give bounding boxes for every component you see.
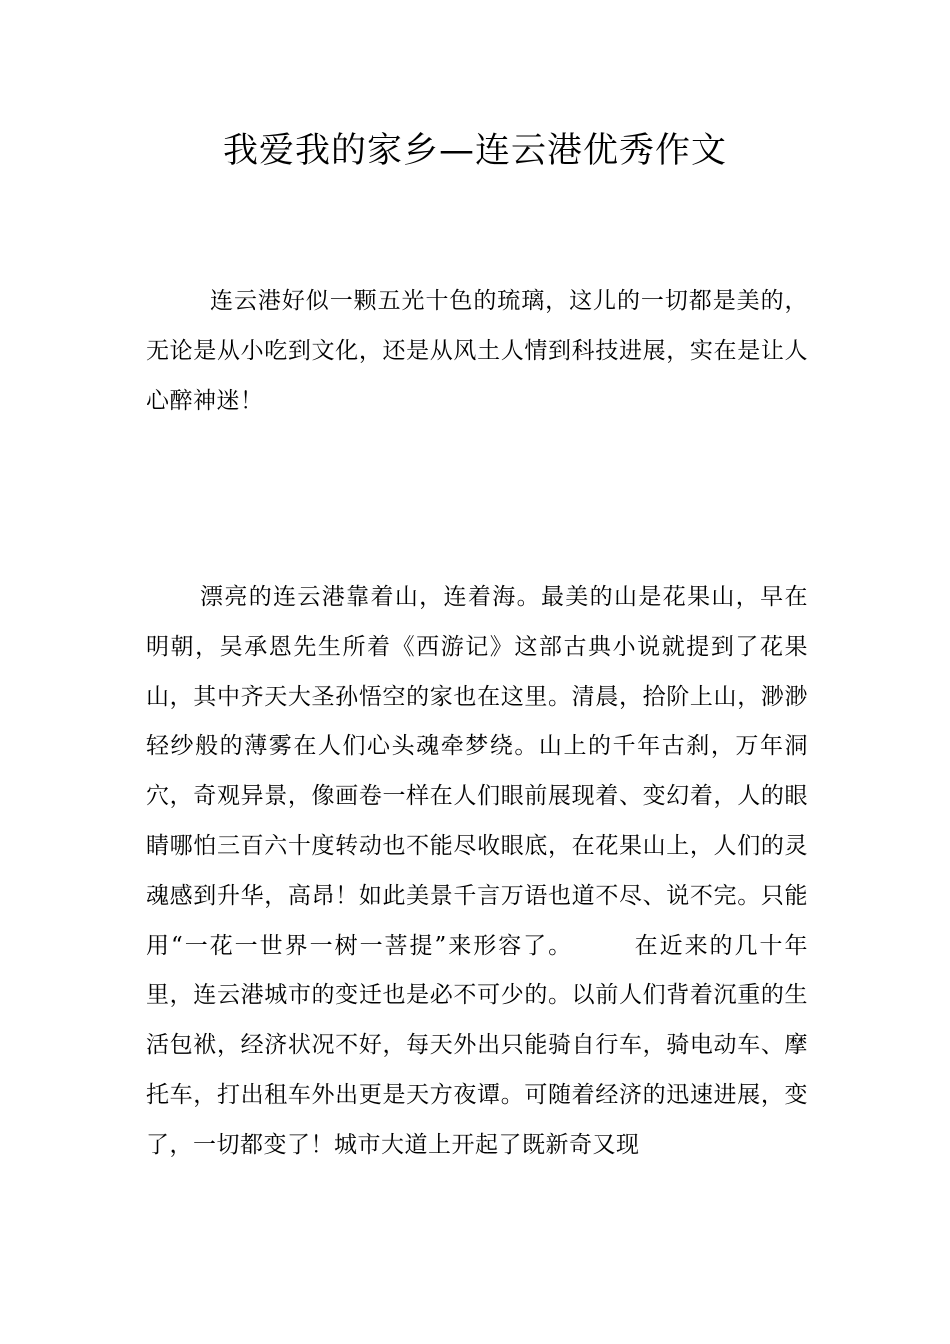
document-title: 我爱我的家乡—连云港优秀作文 — [222, 131, 727, 171]
intro-paragraph: 连云港好似一颗五光十色的琉璃，这儿的一切都是美的，无论是从小吃到文化，还是从风土人情到科技进展，实在是让人心醉神迷！ — [146, 288, 808, 414]
huaguoshan-paragraph: 漂亮的连云港靠着山，连着海。最美的山是花果山，早在明朝，吴承恩先生所着《西游记》这部古典小说就提到了花果山，其中齐天大圣孙悟空的家也在这里。清晨，拾阶上山，渺渺轻纱般的薄雾在人们心头魂牵梦绕。山上的千年古刹，万年洞穴，奇观异景，像画卷一样在人们眼前展现着、变幻着，人的眼睛哪怕三百六十度转动也不能尽收眼底，在花果山上，人们的灵魂感到升华，高昂！如此美景千言万语也道不尽、说不完。只能用“一花一世界一树一菩提”来形容了。 — [146, 584, 808, 959]
city-change-paragraph: 在近来的几十年里，连云港城市的变迁也是必不可少的。以前人们背着沉重的生活包袱，经济状况不好，每天外出只能骑自行车，骑电动车、摩托车，打出租车外出更是天方夜谭。可随着经济的迅速进展，变了，一切都变了！城市大道上开起了既新奇又现 — [146, 932, 808, 1158]
body-paragraph — [146, 573, 808, 1171]
